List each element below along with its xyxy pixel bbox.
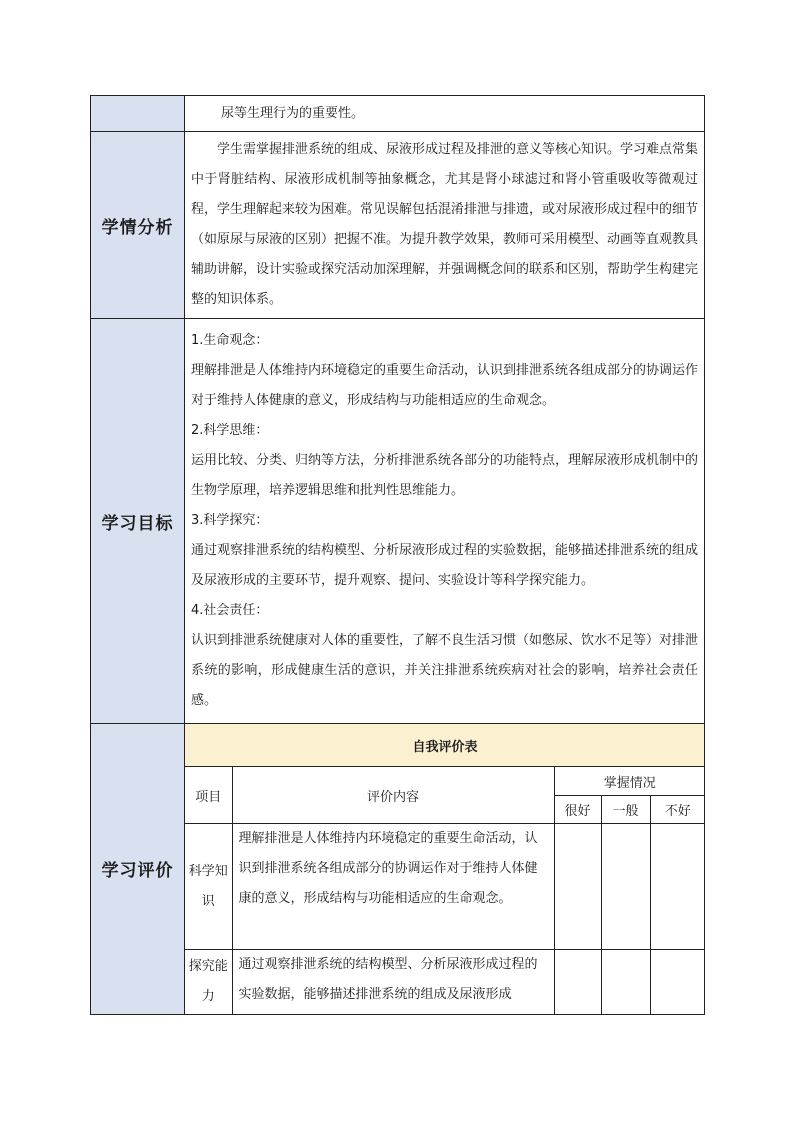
self-evaluation-table bbox=[185, 724, 705, 1014]
goal-text-4: 认识到排泄系统健康对人体的重要性，了解不良生活习惯（如憋尿、饮水不足等）对排泄系统的影响，形成健康生活的意识，并关注排泄系统疾病对社会的影响，培养社会责任感。 bbox=[191, 633, 699, 708]
item-name: 探究能力 bbox=[185, 950, 232, 1014]
header-ok: 一般 bbox=[601, 796, 650, 824]
evaluation-row bbox=[91, 724, 705, 1015]
goal-text-3: 通过观察排泄系统的结构模型、分析尿液形成过程的实验数据，能够描述排泄系统的组成及尿液形成的主要环节，提升观察、提问、实验设计等科学探究能力。 bbox=[191, 543, 699, 588]
top-row-label bbox=[91, 96, 185, 132]
goal-heading-2: 2.科学思维： bbox=[191, 423, 269, 438]
rating-good-cell[interactable] bbox=[554, 950, 601, 1014]
header-mastery: 掌握情况 bbox=[554, 767, 705, 796]
lesson-plan-table bbox=[90, 95, 705, 1015]
analysis-label: 学情分析 bbox=[91, 132, 185, 319]
rating-good-cell[interactable] bbox=[554, 824, 601, 950]
top-row-text-value: 尿等生理行为的重要性。 bbox=[221, 105, 365, 121]
evaluation-row-inquiry bbox=[185, 950, 705, 1014]
goal-heading-3: 3.科学探究： bbox=[191, 513, 269, 528]
header-good: 很好 bbox=[554, 796, 601, 824]
self-evaluation-title: 自我评价表 bbox=[185, 724, 705, 767]
item-content: 理解排泄是人体维持内环境稳定的重要生命活动，认识到排泄系统各组成部分的协调运作对于维持人体健康的意义，形成结构与功能相适应的生命观念。 bbox=[232, 824, 554, 950]
header-content: 评价内容 bbox=[232, 767, 554, 824]
rating-ok-cell[interactable] bbox=[601, 950, 650, 1014]
item-content: 通过观察排泄系统的结构模型、分析尿液形成过程的实验数据，能够描述排泄系统的组成及尿液形成 bbox=[232, 950, 554, 1014]
analysis-text: 学生需掌握排泄系统的组成、尿液形成过程及排泄的意义等核心知识。学习难点常集中于肾脏结构、尿液形成机制等抽象概念，尤其是肾小球滤过和肾小管重吸收等微观过程，学生理解起来较为困难。常见误解包括混淆排泄与排遗，或对尿液形成过程中的细节（如原尿与尿液的区别）把握不准。为提升教学效果，教师可采用模型、动画等直观教具辅助讲解，设计实验或探究活动加深理解，并强调概念间的联系和区别，帮助学生构建完整的知识体系。 bbox=[185, 132, 705, 319]
item-name: 科学知识 bbox=[185, 824, 232, 950]
goal-heading-4: 4.社会责任： bbox=[191, 603, 269, 618]
rating-ok-cell[interactable] bbox=[601, 824, 650, 950]
evaluation-row-knowledge bbox=[185, 824, 705, 950]
lesson-plan-page bbox=[90, 95, 704, 1015]
goals-row bbox=[91, 319, 705, 724]
goals-content bbox=[185, 319, 705, 724]
top-row-text bbox=[185, 96, 705, 132]
rating-bad-cell[interactable] bbox=[650, 824, 705, 950]
header-bad: 不好 bbox=[650, 796, 705, 824]
goal-text-1: 理解排泄是人体维持内环境稳定的重要生命活动，认识到排泄系统各组成部分的协调运作对于维持人体健康的意义，形成结构与功能相适应的生命观念。 bbox=[191, 363, 699, 408]
top-row bbox=[91, 96, 705, 132]
goals-label: 学习目标 bbox=[91, 319, 185, 724]
goal-heading-1: 1.生命观念： bbox=[191, 333, 269, 348]
goal-text-2: 运用比较、分类、归纳等方法，分析排泄系统各部分的功能特点，理解尿液形成机制中的生物学原理，培养逻辑思维和批判性思维能力。 bbox=[191, 453, 699, 498]
rating-bad-cell[interactable] bbox=[650, 950, 705, 1014]
analysis-row bbox=[91, 132, 705, 319]
evaluation-label: 学习评价 bbox=[91, 724, 185, 1015]
evaluation-cell bbox=[185, 724, 705, 1015]
header-item: 项目 bbox=[185, 767, 232, 824]
